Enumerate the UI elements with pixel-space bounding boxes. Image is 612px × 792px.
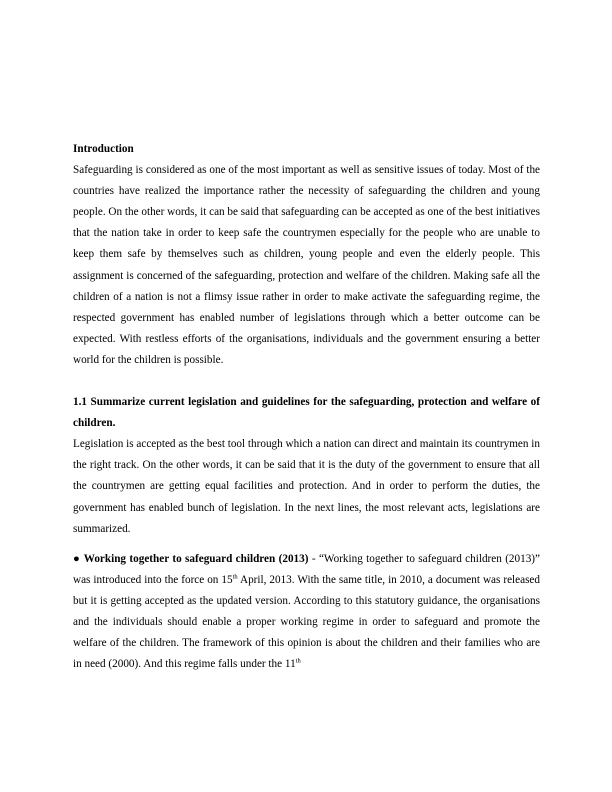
document-page: [73, 139, 540, 675]
bullet-marker: ●: [73, 552, 81, 565]
introduction-paragraph: Safeguarding is considered as one of the most important as well as sensitive issues of today. Most of the countries have realized the importance rather the necessity of safeguarding the children and young people. On the other words, it can be said that safeguarding can be accepted as one of the best initiatives that the nation take in order to keep safe the countrymen especially for the people who are unable to keep them safe by themselves such as children, young people and even the elderly people. This assignment is concerned of the safeguarding, protection and welfare of the children. Making safe all the children of a nation is not a flimsy issue rather in order to make activate the safeguarding regime, the respected government has enabled number of legislations through which a better outcome can be expected. With restless efforts of the organisations, individuals and the government ensuring a better world for the children is possible.: [73, 164, 540, 366]
ordinal-suffix: th: [232, 573, 238, 581]
bullet-text-part-2: April, 2013. With the same title, in 2010, a document was released but it is getting accepted as the updated version. According to this statutory guidance, the organisations and the individuals should enable a proper working regime in order to safeguard and promote the welfare of the children. The framework of this opinion is about the children and their families who are in need (2000). And this regime falls under the 11: [73, 573, 540, 671]
paragraph-spacer: [73, 540, 540, 549]
bullet-working-together: [73, 549, 540, 676]
section-spacer: [73, 371, 540, 392]
section-1-1-paragraph: Legislation is accepted as the best tool through which a nation can direct and maintain its countrymen in the right track. On the other words, it can be said that it is the duty of the government to ensure that all the countrymen are getting equal facilities and protection. And in order to perform the duties, the government has enabled bunch of legislation. In the next lines, the most relevant acts, legislations are summarized.: [73, 438, 540, 535]
section-1-1-heading: 1.1 Summarize current legislation and guidelines for the safeguarding, protection and welfare of children.: [73, 396, 540, 430]
introduction-heading: Introduction: [73, 143, 134, 155]
bullet-text-part-1: - “Working together to safeguard children (2013)” was introduced into the force on 15: [73, 552, 541, 586]
ordinal-suffix: th: [295, 657, 301, 665]
bullet-title: Working together to safeguard children (2013): [83, 552, 309, 565]
